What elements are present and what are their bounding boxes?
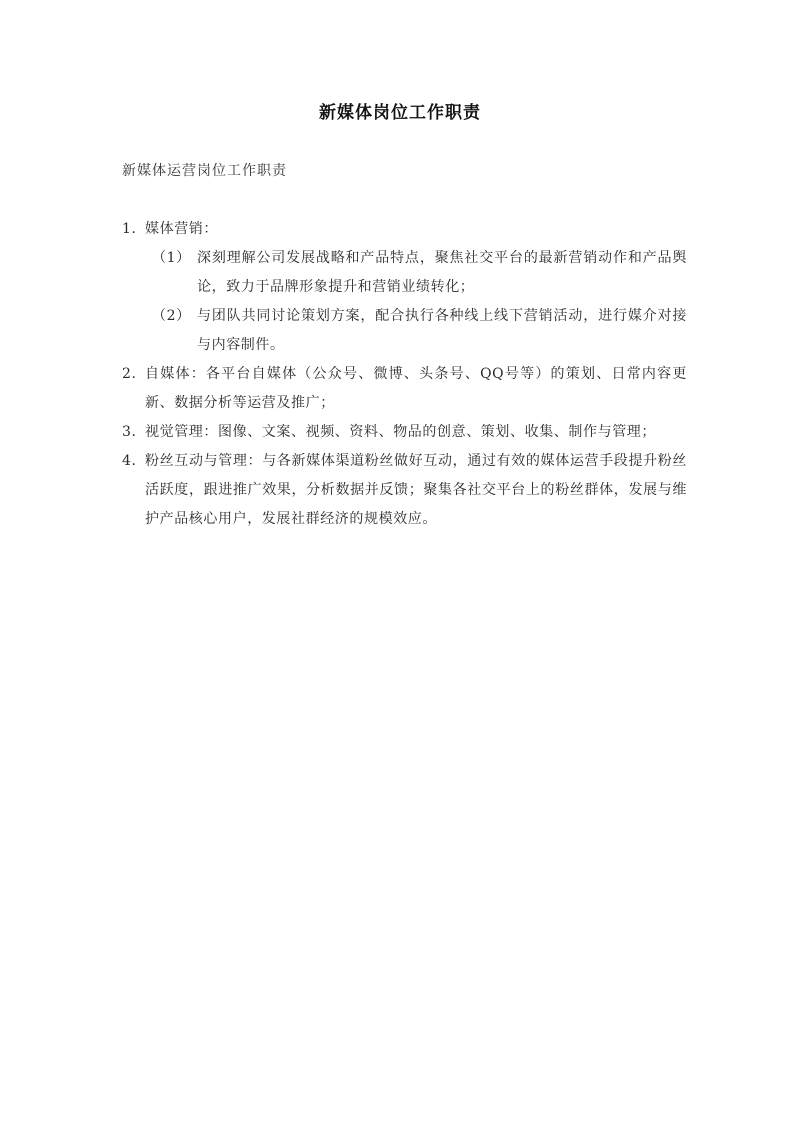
sub-item-text: 与团队共同讨论策划方案，配合执行各种线上线下营销活动，进行媒介对接与内容制件。 [197,308,687,353]
item-number: 1. [122,221,137,237]
item-number: 3. [122,424,137,440]
sub-item-number: （1） [152,250,191,266]
sub-item-text: 深刻理解公司发展战略和产品特点，聚焦社交平台的最新营销动作和产品舆论，致力于品牌形象提升和营销业绩转化； [197,250,687,295]
item-text: 自媒体：各平台自媒体（公众号、微博、头条号、QQ号等）的策划、日常内容更新、数据分析等运营及推广； [145,366,687,411]
list-item [122,360,687,418]
sub-list-item [145,302,687,360]
item-number: 2. [122,366,137,382]
sub-item-number: （2） [152,308,191,324]
document-title: 新媒体岗位工作职责 [319,103,481,123]
item-text: 视觉管理：图像、文案、视频、资料、物品的创意、策划、收集、制作与管理； [145,424,656,440]
list-item [122,418,687,447]
list-item [122,215,687,360]
list-item [122,447,687,534]
item-text: 粉丝互动与管理：与各新媒体渠道粉丝做好互动，通过有效的媒体运营手段提升粉丝活跃度，跟进推广效果，分析数据并反馈；聚集各社交平台上的粉丝群体，发展与维护产品核心用户，发展社群经济的规模效应。 [145,453,687,527]
item-text: 媒体营销： [145,221,218,237]
document-subtitle: 新媒体运营岗位工作职责 [122,163,287,179]
sub-list [145,244,687,360]
sub-list-item [145,244,687,302]
item-number: 4. [122,453,137,469]
duty-list [122,215,687,534]
